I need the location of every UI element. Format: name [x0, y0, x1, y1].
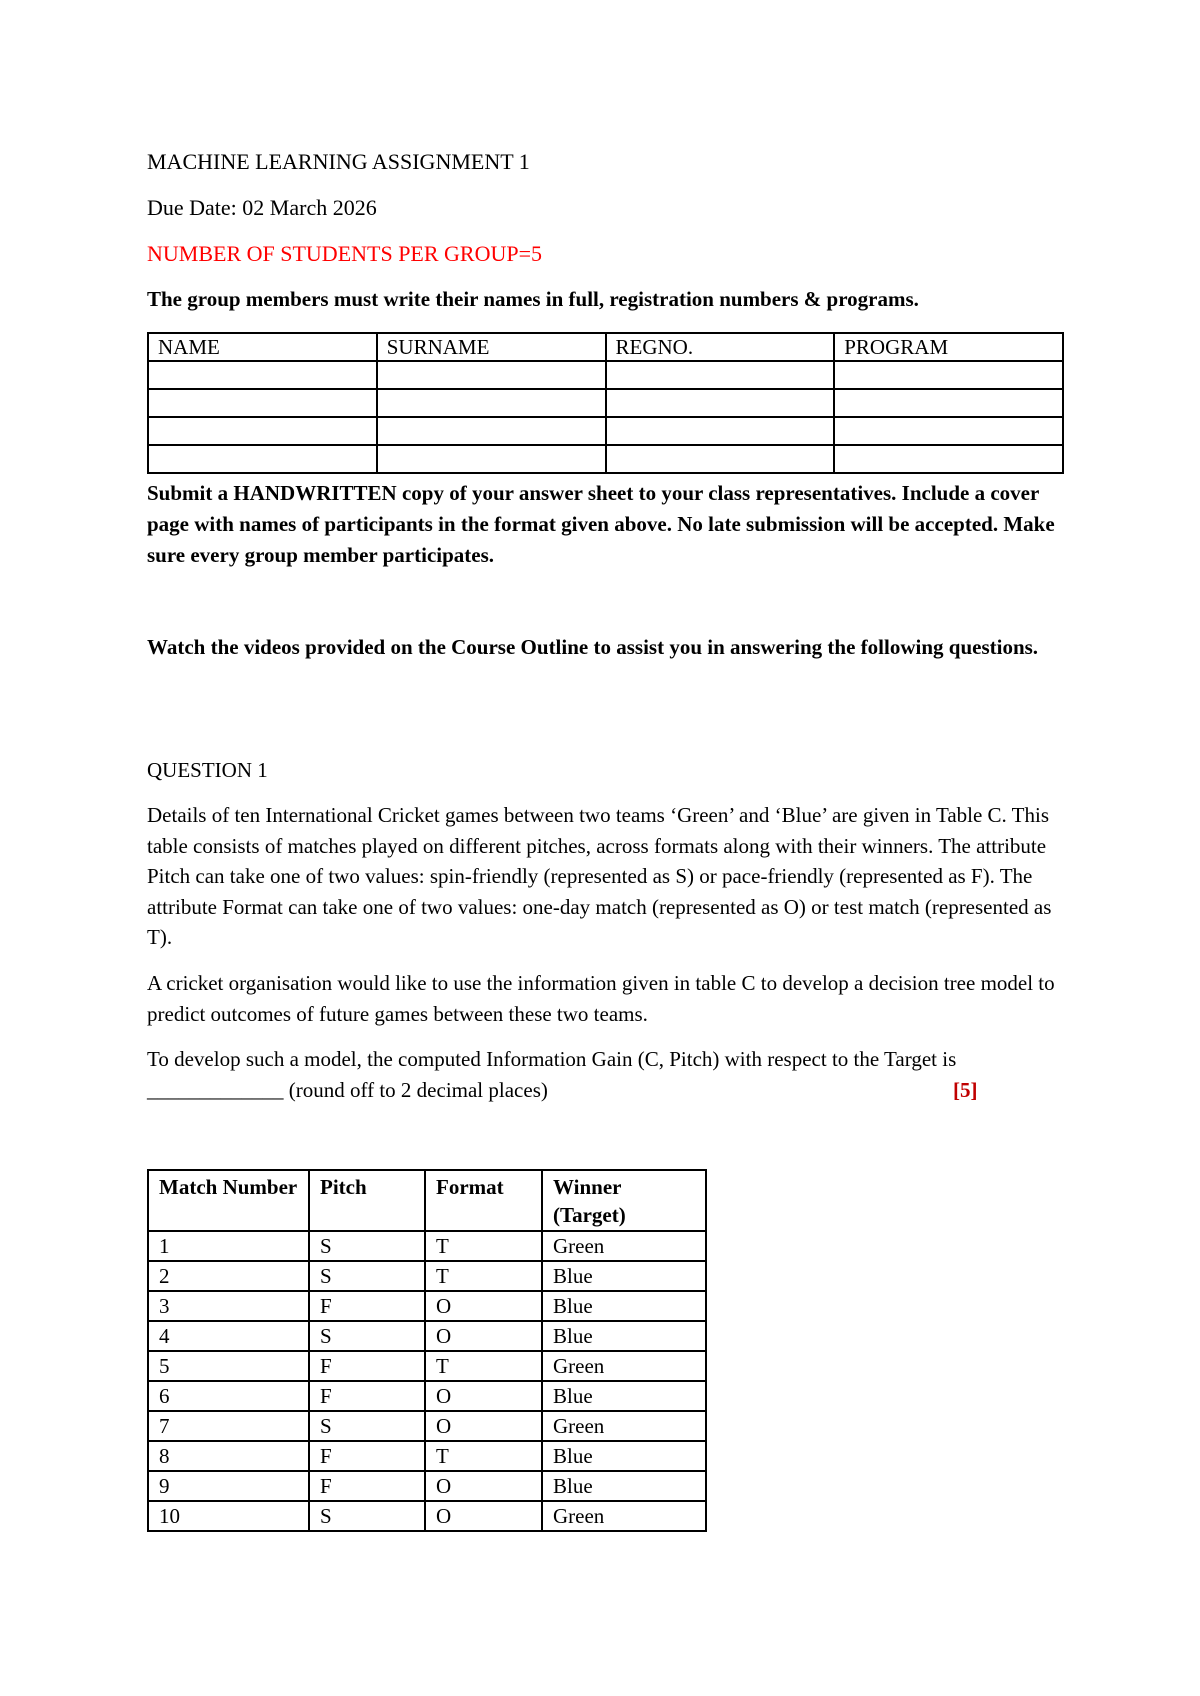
due-date: Due Date: 02 March 2026: [147, 195, 377, 220]
format-cell: O: [425, 1321, 542, 1351]
winner-cell: Blue: [542, 1321, 706, 1351]
column-header-regno: REGNO.: [606, 333, 835, 361]
winner-cell: Blue: [542, 1291, 706, 1321]
pitch-cell: F: [309, 1441, 425, 1471]
watch-note: Watch the videos provided on the Course Outline to assist you in answering the following questions.: [147, 635, 1039, 659]
format-cell: T: [425, 1231, 542, 1261]
winner-cell: Blue: [542, 1441, 706, 1471]
empty-cell: [834, 361, 1063, 389]
submission-note: Submit a HANDWRITTEN copy of your answer sheet to your class representatives. Include a cover page with names of participants in the format given above. No late submission will be accepted. Make sure every group member participates.: [147, 481, 1055, 567]
marks-label: [5]: [953, 1077, 978, 1102]
winner-cell: Blue: [542, 1471, 706, 1501]
members-instruction: The group members must write their names in full, registration numbers & programs.: [147, 287, 919, 311]
cricket-games-table: [147, 1169, 707, 1532]
format-cell: O: [425, 1471, 542, 1501]
members-table: [147, 332, 1064, 474]
table-row: [148, 1441, 706, 1471]
column-header-format: Format: [425, 1170, 542, 1231]
table-row: [148, 1381, 706, 1411]
empty-cell: [377, 389, 606, 417]
students-per-group: NUMBER OF STUDENTS PER GROUP=5: [147, 241, 543, 266]
match-number-cell: 2: [148, 1261, 309, 1291]
table-row: [148, 1351, 706, 1381]
table-row: [148, 1321, 706, 1351]
column-header-name: NAME: [148, 333, 377, 361]
pitch-cell: S: [309, 1411, 425, 1441]
question-paragraph-3: To develop such a model, the computed Information Gain (C, Pitch) with respect to the Target is _____________ (round off to 2 decimal places): [147, 1047, 957, 1102]
pitch-cell: F: [309, 1471, 425, 1501]
empty-cell: [606, 361, 835, 389]
empty-cell: [834, 417, 1063, 445]
winner-cell: Blue: [542, 1381, 706, 1411]
empty-cell: [377, 417, 606, 445]
table-row: [148, 1471, 706, 1501]
winner-cell: Green: [542, 1351, 706, 1381]
column-header-program: PROGRAM: [834, 333, 1063, 361]
pitch-cell: S: [309, 1261, 425, 1291]
column-header-surname: SURNAME: [377, 333, 606, 361]
match-number-cell: 4: [148, 1321, 309, 1351]
table-row: [148, 1261, 706, 1291]
format-cell: O: [425, 1411, 542, 1441]
empty-cell: [606, 417, 835, 445]
question-paragraph-3-block: [147, 1044, 1067, 1105]
table-row: [148, 1291, 706, 1321]
table-row: [148, 1411, 706, 1441]
members-empty-row: [148, 445, 1063, 473]
pitch-cell: S: [309, 1321, 425, 1351]
table-row: [148, 1501, 706, 1531]
pitch-cell: S: [309, 1501, 425, 1531]
empty-cell: [148, 445, 377, 473]
format-cell: O: [425, 1501, 542, 1531]
column-header-match-number: Match Number: [148, 1170, 309, 1231]
pitch-cell: F: [309, 1351, 425, 1381]
pitch-cell: F: [309, 1381, 425, 1411]
winner-cell: Green: [542, 1231, 706, 1261]
pitch-cell: F: [309, 1291, 425, 1321]
empty-cell: [148, 389, 377, 417]
empty-cell: [377, 445, 606, 473]
match-number-cell: 5: [148, 1351, 309, 1381]
members-header-row: [148, 333, 1063, 361]
question-heading: QUESTION 1: [147, 758, 268, 782]
match-number-cell: 9: [148, 1471, 309, 1501]
empty-cell: [606, 389, 835, 417]
format-cell: T: [425, 1441, 542, 1471]
match-number-cell: 7: [148, 1411, 309, 1441]
table-row: [148, 1231, 706, 1261]
match-number-cell: 6: [148, 1381, 309, 1411]
winner-cell: Green: [542, 1501, 706, 1531]
empty-cell: [148, 361, 377, 389]
empty-cell: [148, 417, 377, 445]
format-cell: T: [425, 1351, 542, 1381]
winner-cell: Blue: [542, 1261, 706, 1291]
format-cell: O: [425, 1381, 542, 1411]
match-number-cell: 8: [148, 1441, 309, 1471]
empty-cell: [834, 389, 1063, 417]
empty-cell: [377, 361, 606, 389]
members-empty-row: [148, 417, 1063, 445]
question-paragraph-1: Details of ten International Cricket games between two teams ‘Green’ and ‘Blue’ are given in Table C. This table consists of matches played on different pitches, across formats along with their winners. The attribute Pitch can take one of two values: spin-friendly (represented as S) or pace-friendly (represented as F). The attribute Format can take one of two values: one-day match (represented as O) or test match (represented as T).: [147, 803, 1052, 949]
pitch-cell: S: [309, 1231, 425, 1261]
members-empty-row: [148, 389, 1063, 417]
match-number-cell: 3: [148, 1291, 309, 1321]
format-cell: T: [425, 1261, 542, 1291]
empty-cell: [834, 445, 1063, 473]
match-number-cell: 1: [148, 1231, 309, 1261]
winner-cell: Green: [542, 1411, 706, 1441]
games-header-row: [148, 1170, 706, 1231]
members-empty-row: [148, 361, 1063, 389]
assignment-title: MACHINE LEARNING ASSIGNMENT 1: [147, 149, 530, 174]
question-paragraph-2: A cricket organisation would like to use the information given in table C to develop a decision tree model to predict outcomes of future games between these two teams.: [147, 971, 1055, 1026]
empty-cell: [606, 445, 835, 473]
column-header-pitch: Pitch: [309, 1170, 425, 1231]
format-cell: O: [425, 1291, 542, 1321]
match-number-cell: 10: [148, 1501, 309, 1531]
column-header-winner: Winner (Target): [542, 1170, 706, 1231]
